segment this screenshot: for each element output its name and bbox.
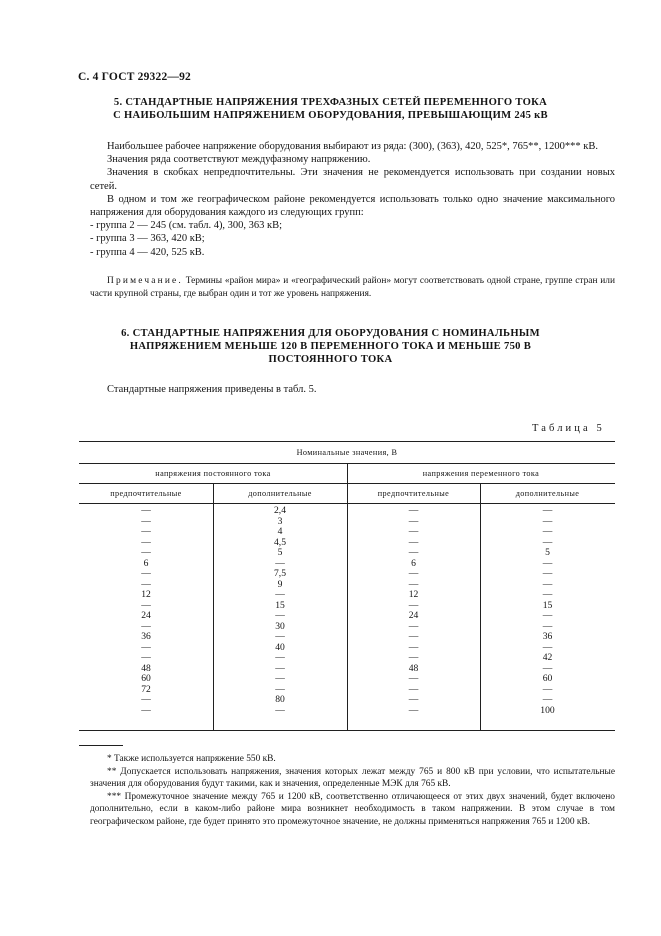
table-cell: 5 <box>545 547 550 558</box>
table-cell: — <box>141 694 151 705</box>
column-dc-additional <box>213 506 347 716</box>
table-cell: — <box>141 620 151 632</box>
table-cell: 100 <box>540 704 555 716</box>
table-cell: — <box>542 610 553 621</box>
table-cell: — <box>141 704 151 716</box>
table-cell: — <box>275 652 285 663</box>
list-item: - группа 2 — 245 (см. табл. 4), 300, 363 кВ; <box>90 220 283 232</box>
table-cell: — <box>408 599 419 611</box>
table-cell: 7,5 <box>274 568 286 579</box>
table-cell: — <box>542 694 553 705</box>
table-cell: — <box>275 673 285 684</box>
note-text: Термины «район мира» и «географический район» могут соответствовать одной стране, группе стран или части крупной страны, где выбран один и тот же уровень напряжения. <box>90 276 616 299</box>
table-cell: — <box>542 589 553 600</box>
table-cell: — <box>141 515 151 527</box>
table-header-dc: напряжения постоянного тока <box>155 469 271 478</box>
table-cell: 24 <box>408 610 419 621</box>
section-6-body <box>90 383 615 396</box>
footnote-rule <box>79 745 123 746</box>
table-cell: — <box>542 505 553 516</box>
table-header-top: Номинальные значения, В <box>296 448 398 457</box>
footnote: *** Промежуточное значение между 765 и 1200 кВ, соответственно отличающееся от этих двух значений, будет включено дополнительно, если в каком-либо районе мира возникнет необходимость в таком напряжении. В этом случае в том географическом районе, где будет принято это промежуточное значение, не должны применяться напряжения 765 и 1200 кВ. <box>90 791 615 827</box>
table-cell: 5 <box>277 547 283 558</box>
table-cell: — <box>408 505 419 516</box>
table-cell: 15 <box>275 599 285 611</box>
table-cell: — <box>141 547 151 558</box>
table-cell: — <box>408 536 419 548</box>
table-cell: — <box>542 641 553 653</box>
page-header: С. 4 ГОСТ 29322—92 <box>78 71 191 83</box>
table-cell: — <box>408 526 419 537</box>
table-5 <box>79 441 615 731</box>
note-label: Примечание. <box>107 276 183 286</box>
table-caption: Таблица 5 <box>532 423 605 434</box>
table-cell: — <box>542 662 553 674</box>
table-cell: — <box>542 620 553 632</box>
section-5-body <box>90 140 615 259</box>
table-cell: — <box>408 704 419 716</box>
table-subheader: предпочтительные <box>377 489 450 498</box>
table-cell: — <box>275 631 285 642</box>
table-cell: — <box>408 568 419 579</box>
list-item: - группа 4 — 420, 525 кВ. <box>90 246 205 258</box>
table-cell: — <box>275 557 285 569</box>
section-5-title-line-1: 5. СТАНДАРТНЫЕ НАПРЯЖЕНИЯ ТРЕХФАЗНЫХ СЕТЕЙ ПЕРЕМЕННОГО ТОКА <box>113 97 548 108</box>
table-cell: — <box>408 694 419 705</box>
table-cell: 80 <box>275 694 285 705</box>
table-cell: — <box>408 631 419 642</box>
table-cell: — <box>275 704 285 716</box>
paragraph: Значения ряда соответствуют междуфазному напряжению. <box>107 154 371 166</box>
table-cell: — <box>141 526 151 537</box>
column-ac-preferred <box>347 506 480 716</box>
table-cell: 42 <box>542 652 553 663</box>
table-cell: — <box>408 620 419 632</box>
footnote: * Также используется напряжение 550 кВ. <box>107 754 276 764</box>
paragraph: В одном и том же географическом районе рекомендуется использовать только одно значение максимального напряжения для оборудования каждого из следующих групп: <box>90 193 615 219</box>
table-cell: — <box>542 557 553 569</box>
table-cell: — <box>141 505 151 516</box>
table-cell: 6 <box>143 557 149 569</box>
table-cell: 15 <box>542 599 553 611</box>
column-dc-preferred <box>79 506 213 716</box>
table-cell: — <box>408 683 419 695</box>
table-cell: — <box>275 610 285 621</box>
table-subheader: дополнительные <box>515 489 580 498</box>
table-cell: 4 <box>277 526 283 537</box>
table-cell: — <box>542 683 553 695</box>
table-cell: 9 <box>277 578 283 590</box>
table-rule <box>79 441 615 442</box>
section-6-title <box>70 327 591 366</box>
paragraph: Стандартные напряжения приведены в табл. 5. <box>107 384 317 395</box>
table-cell: — <box>542 526 553 537</box>
table-cell: — <box>542 536 553 548</box>
table-cell: — <box>275 683 285 695</box>
paragraph: Наибольшее рабочее напряжение оборудования выбирают из ряда: (300), (363), 420, 525*, 765**, 1200*** кВ. <box>107 141 598 152</box>
table-cell: — <box>408 641 419 653</box>
table-cell: — <box>408 515 419 527</box>
table-cell: 12 <box>141 589 151 600</box>
table-cell: 4,5 <box>274 536 286 548</box>
section-6-title-line-2: НАПРЯЖЕНИЕМ МЕНЬШЕ 120 В ПЕРЕМЕННОГО ТОКА И МЕНЬШЕ 750 В <box>129 341 532 352</box>
table-cell: — <box>275 662 285 674</box>
table-cell: 60 <box>542 673 553 684</box>
column-ac-additional <box>480 506 615 716</box>
footnote: ** Допускается использовать напряжения, значения которых лежат между 765 и 800 кВ при условии, что испытательные значения для оборудования будут такими, как и значения, определенные МЭК для 765 кВ. <box>90 766 615 789</box>
table-cell: 60 <box>141 673 151 684</box>
table-cell: — <box>141 578 151 590</box>
section-5-note <box>90 275 615 301</box>
table-cell: — <box>542 515 553 527</box>
table-cell: 24 <box>141 610 151 621</box>
table-cell: — <box>275 589 285 600</box>
table-cell: 36 <box>141 631 151 642</box>
list-item: - группа 3 — 363, 420 кВ; <box>90 233 205 245</box>
table-subheader: предпочтительные <box>110 489 182 498</box>
table-cell: — <box>141 536 151 548</box>
table-cell: — <box>408 673 419 684</box>
table-cell: 6 <box>411 557 416 569</box>
table-cell: 48 <box>408 662 419 674</box>
section-5-title <box>70 96 591 122</box>
table-cell: — <box>141 568 151 579</box>
table-cell: — <box>408 578 419 590</box>
table-cell: 3 <box>277 515 283 527</box>
table-cell: — <box>141 599 151 611</box>
paragraph: Значения в скобках непредпочтительны. Эти значения не рекомендуется использовать при создании новых сетей. <box>90 167 615 192</box>
table-cell: 30 <box>275 620 285 632</box>
footnotes <box>90 753 615 828</box>
table-rule <box>79 730 615 731</box>
table-cell: — <box>408 652 419 663</box>
table-cell: 72 <box>141 683 151 695</box>
table-cell: — <box>542 568 553 579</box>
section-6-title-line-1: 6. СТАНДАРТНЫЕ НАПРЯЖЕНИЯ ДЛЯ ОБОРУДОВАНИЯ С НОМИНАЛЬНЫМ <box>121 328 540 339</box>
table-cell: 12 <box>408 589 419 600</box>
table-subheader: дополнительные <box>248 489 312 498</box>
table-cell: — <box>141 652 151 663</box>
table-cell: — <box>408 547 419 558</box>
section-5-title-line-2: С НАИБОЛЬШИМ НАПРЯЖЕНИЕМ ОБОРУДОВАНИЯ, ПРЕВЫШАЮЩИМ 245 кВ <box>113 110 548 121</box>
table-cell: — <box>542 578 553 590</box>
table-header-ac: напряжения переменного тока <box>422 469 540 478</box>
section-6-title-line-3: ПОСТОЯННОГО ТОКА <box>268 354 393 365</box>
table-cell: 36 <box>542 631 553 642</box>
table-cell: 2,4 <box>274 505 286 516</box>
table-cell: 40 <box>275 641 285 653</box>
table-cell: 48 <box>141 662 151 674</box>
table-cell: — <box>141 641 151 653</box>
